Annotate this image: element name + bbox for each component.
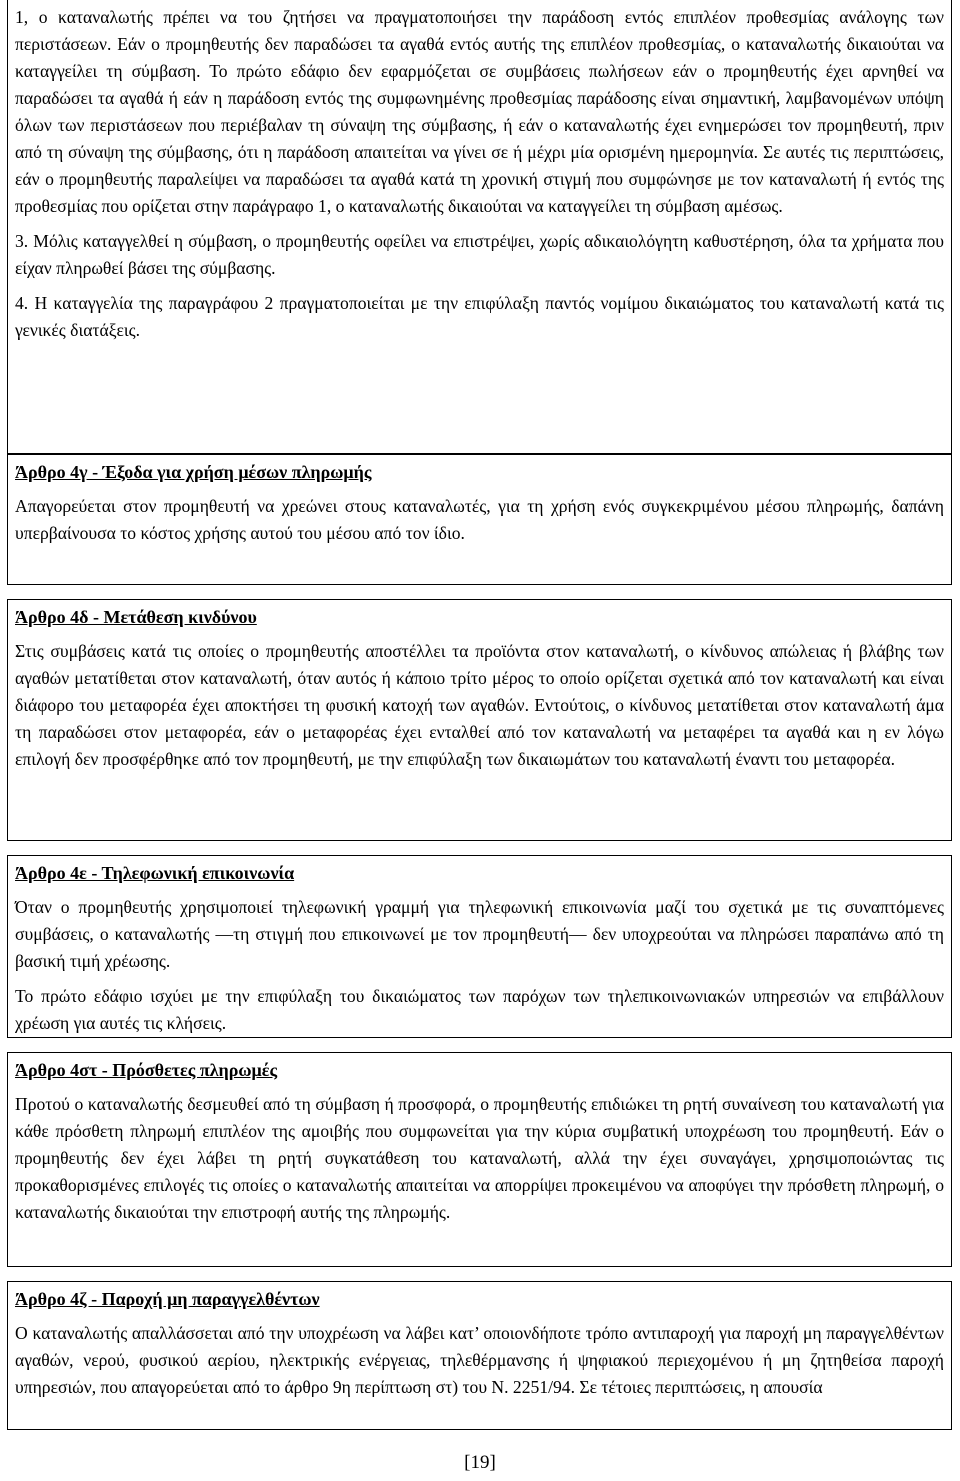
- paragraph: 1, ο καταναλωτής πρέπει να του ζητήσει να πραγματοποιήσει την παράδοση εντός επιπλέον προθεσμίας ανάλογης των περιστάσεων. Εάν ο προμηθευτής δεν παραδώσει τα αγαθά εντός αυτής της επιπλέον προθεσμίας, ο καταναλωτής δικαιούται να καταγγείλει τη σύμβαση. Το πρώτο εδάφιο δεν εφαρμόζεται σε συμβάσεις πωλήσεων εάν ο προμηθευτής έχει αρνηθεί να παραδώσει τα αγαθά ή εάν η παράδοση εντός της συμφωνημένης προθεσμίας παράδοσης είναι σημαντική, λαμβανομένων υπόψη όλων των περιστάσεων που περιέβαλαν τη σύναψη της σύμβασης, ή εάν ο καταναλωτής έχει ενημερώσει τον προμηθευτή, πριν από τη σύναψη της σύμβασης, ότι η παράδοση απαιτείται να γίνει σε ή μέχρι μία ορισμένη ημερομηνία. Σε αυτές τις περιπτώσεις, εάν ο προμηθευτής παραλείψει να παραδώσει τα αγαθά κατά τη χρονική στιγμή που συμφώνησε με τον καταναλωτή ή εντός της προθεσμίας που ορίζεται στην παράγραφο 1, ο καταναλωτής δικαιούται να καταγγείλει τη σύμβαση αμέσως.: [15, 7, 944, 216]
- article-4d: [7, 599, 952, 841]
- paragraph: Στις συμβάσεις κατά τις οποίες ο προμηθευτής αποστέλλει τα προϊόντα στον καταναλωτή, ο κίνδυνος απώλειας ή βλάβης των αγαθών μετατίθεται στον καταναλωτή, όταν αυτός ή κάποιο τρίτο μέρος το οποίο ορίζεται σχετικά από τον καταναλωτή και είναι διάφορο του μεταφορέα έχει αποκτήσει τη φυσική κατοχή των αγαθών. Εντούτοις, ο κίνδυνος μετατίθεται στον καταναλωτή άμα τη παραδώσει στον μεταφορέα, εάν ο μεταφορέας έχει ενταλθεί από τον καταναλωτή να μεταφέρει τα αγαθά και η εν λόγω επιλογή δεν προσφέρθηκε από τον προμηθευτή, με την επιφύλαξη των δικαιωμάτων του καταναλωτή έναντι του μεταφορέα.: [15, 641, 944, 769]
- paragraph: 3. Μόλις καταγγελθεί η σύμβαση, ο προμηθευτής οφείλει να επιστρέψει, χωρίς αδικαιολόγητη καθυστέρηση, όλα τα χρήματα που είχαν πληρωθεί βάσει της σύμβασης.: [15, 231, 944, 278]
- paragraph: Όταν ο προμηθευτής χρησιμοποιεί τηλεφωνική γραμμή για τηλεφωνική επικοινωνία μαζί του σχετικά με τις συναπτόμενες συμβάσεις, ο καταναλωτής —τη στιγμή που επικοινωνεί με τον προμηθευτή— δεν υποχρεούται να πληρώσει παραπάνω από τη βασική τιμή χρέωσης.: [15, 897, 944, 971]
- paragraph: Απαγορεύεται στον προμηθευτή να χρεώνει στους καταναλωτές, για τη χρήση ενός συγκεκριμένου μέσου πληρωμής, δαπάνη υπερβαίνουσα το κόστος χρήσης αυτού του μέσου από τον ίδιο.: [15, 496, 944, 543]
- article-4b-continuation: [7, 0, 952, 454]
- page-number: [19]: [464, 1452, 496, 1473]
- paragraph: Ο καταναλωτής απαλλάσσεται από την υποχρέωση να λάβει κατ’ οποιονδήποτε τρόπο αντιπαροχή για παροχή μη παραγγελθέντων αγαθών, νερού, φυσικού αερίου, ηλεκτρικής ενέργειας, τηλεθέρμανσης ή ψηφιακού περιεχομένου ή μη ζητηθείσα παροχή υπηρεσιών, που απαγορεύεται από το άρθρο 9η περίπτωση στ) του Ν. 2251/94. Σε τέτοιες περιπτώσεις, η απουσία: [15, 1323, 944, 1397]
- article-4z: [7, 1281, 952, 1430]
- article-4c: [7, 454, 952, 585]
- paragraph: Προτού ο καταναλωτής δεσμευθεί από τη σύμβαση ή προσφορά, ο προμηθευτής επιδιώκει τη ρητή συναίνεση του καταναλωτή για κάθε πρόσθετη πληρωμή επιπλέον της αμοιβής που συμφωνείται για την κύρια συμβατική υποχρέωση του προμηθευτή. Εάν ο προμηθευτής δεν έχει λάβει τη ρητή συγκατάθεση του καταναλωτή, αλλά την έχει συναγάγει, χρησιμοποιώντας τις προκαθορισμένες επιλογές τις οποίες ο καταναλωτής απαιτείται να απορρίψει προκειμένου να αποφύγει την πρόσθετη πληρωμή, ο καταναλωτής δικαιούται την επιστροφή αυτής της πληρωμής.: [15, 1094, 944, 1222]
- article-title: Άρθρο 4ζ - Παροχή μη παραγγελθέντων: [15, 1289, 320, 1309]
- article-title: Άρθρο 4στ - Πρόσθετες πληρωμές: [15, 1060, 278, 1080]
- paragraph: Το πρώτο εδάφιο ισχύει με την επιφύλαξη του δικαιώματος των παρόχων των τηλεπικοινωνιακών υπηρεσιών να επιβάλλουν χρέωση για αυτές τις κλήσεις.: [15, 986, 944, 1033]
- article-title: Άρθρο 4γ - Έξοδα για χρήση μέσων πληρωμής: [15, 462, 372, 482]
- article-4st: [7, 1052, 952, 1267]
- paragraph: 4. Η καταγγελία της παραγράφου 2 πραγματοποιείται με την επιφύλαξη παντός νομίμου δικαιώματος του καταναλωτή κατά τις γενικές διατάξεις.: [15, 293, 944, 340]
- article-title: Άρθρο 4ε - Τηλεφωνική επικοινωνία: [15, 863, 295, 883]
- article-title: Άρθρο 4δ - Μετάθεση κινδύνου: [15, 607, 257, 627]
- article-4e: [7, 855, 952, 1038]
